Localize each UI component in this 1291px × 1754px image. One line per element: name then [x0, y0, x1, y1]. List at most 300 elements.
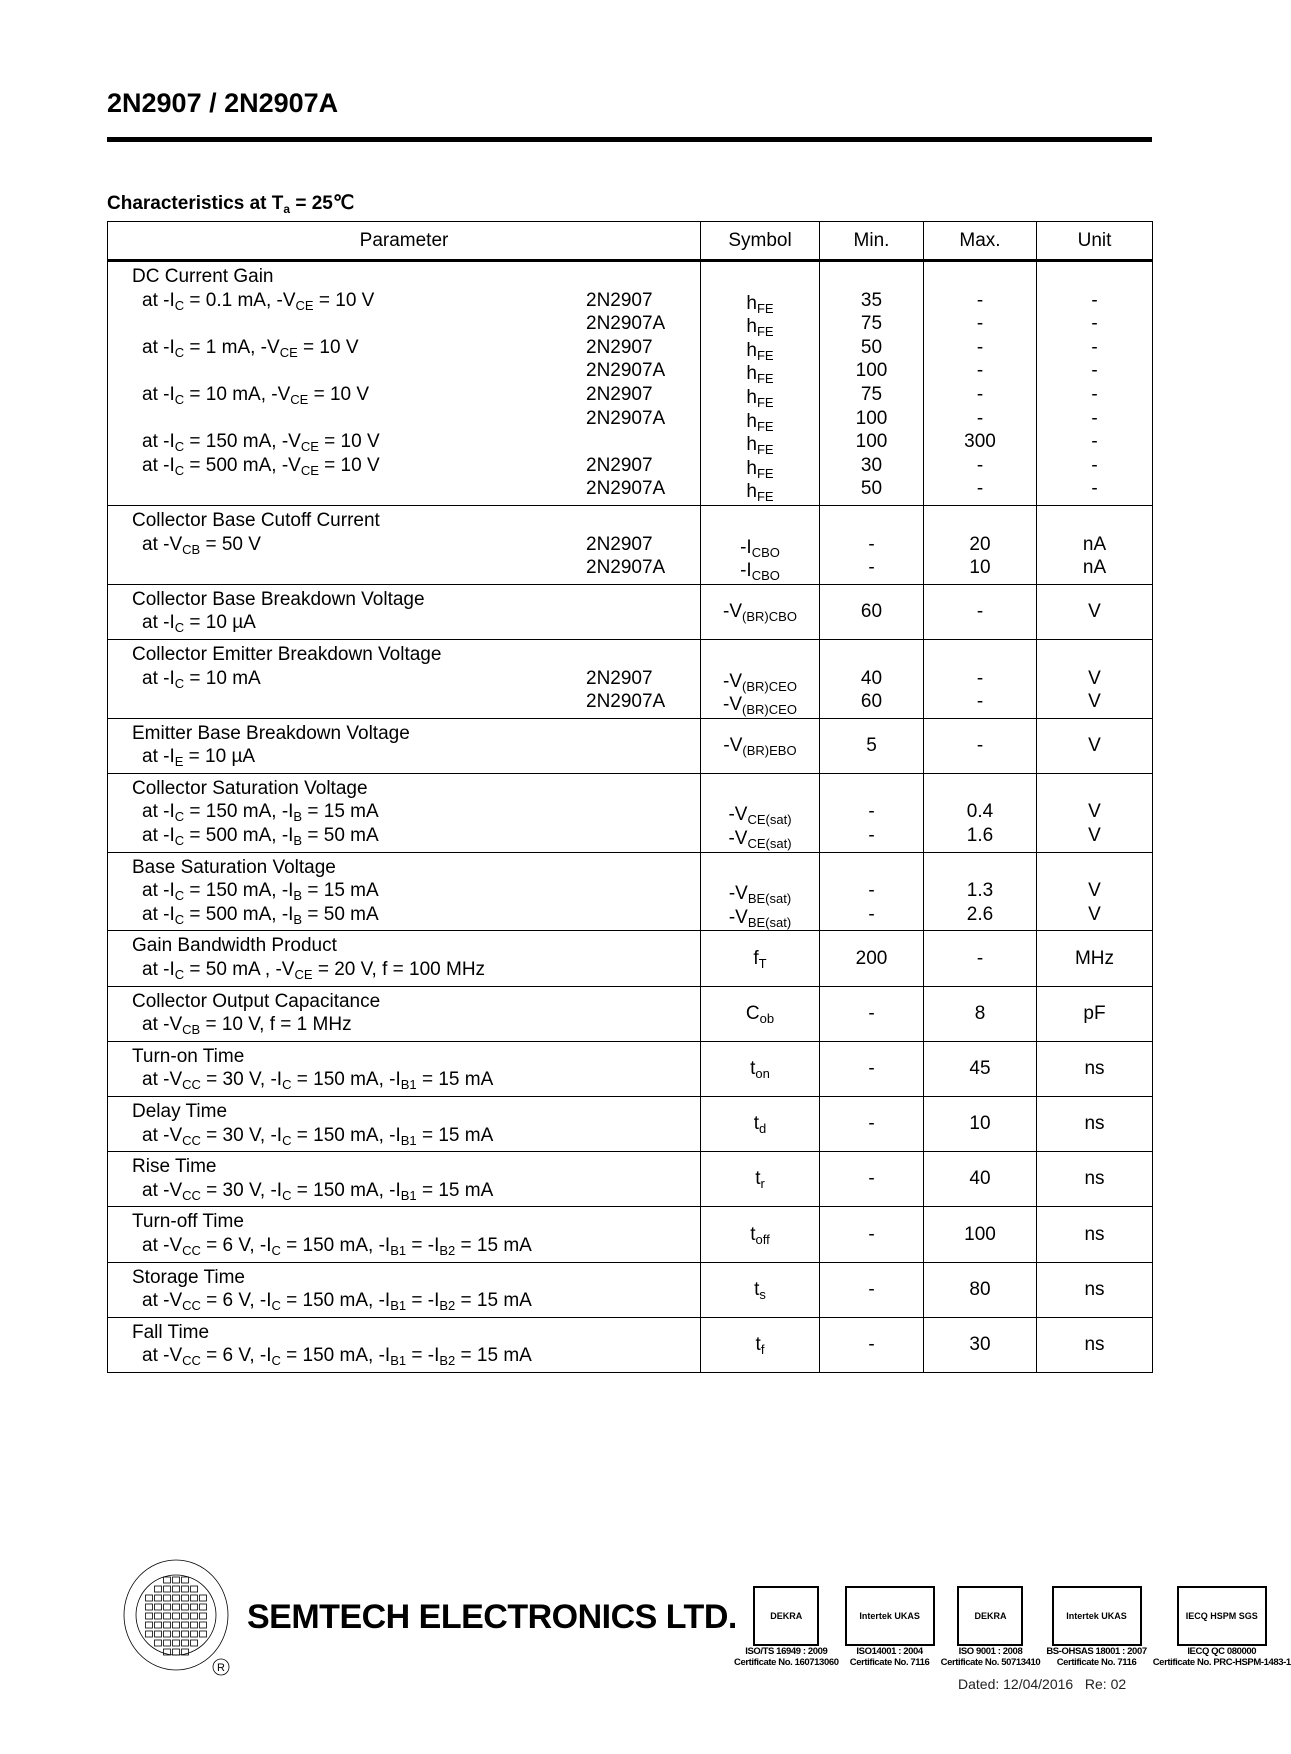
max-value: 100: [964, 1223, 996, 1245]
subscript: B1: [400, 1077, 417, 1093]
symbol-cell: [701, 931, 820, 986]
sym-value: [701, 339, 819, 363]
sym-value: [701, 1002, 819, 1026]
table-row: [108, 505, 1153, 584]
subscript: CE: [300, 462, 319, 478]
parameter-lines: [108, 1318, 700, 1372]
sym-value: [701, 268, 819, 292]
cert-logo: Intertek UKAS: [1052, 1586, 1142, 1646]
sym-value: [701, 536, 819, 560]
parameter-cell: [108, 1317, 701, 1372]
subscript: E: [174, 754, 184, 770]
min-cell: [820, 1097, 924, 1152]
subscript: C: [174, 809, 185, 825]
max-cell: [924, 1097, 1037, 1152]
unit-value: [1037, 265, 1152, 289]
min-lines: [820, 774, 923, 852]
unit-value: -: [1091, 360, 1098, 382]
min-cell: [820, 931, 924, 986]
unit-value: [1037, 777, 1152, 801]
parameter-condition: [108, 667, 700, 691]
symbol: $h_{FE}$: [746, 339, 774, 363]
sym-lines: [701, 262, 819, 505]
max-cell: [924, 1152, 1037, 1207]
min-value: -: [868, 1334, 875, 1356]
cert-number: Certificate No. 7116: [1056, 1657, 1137, 1668]
subscript: s: [759, 1286, 766, 1302]
min-value: -: [868, 825, 875, 847]
unit-value: ns: [1084, 1278, 1105, 1300]
min-value: -: [868, 1223, 875, 1245]
max-cell: [924, 1317, 1037, 1372]
max-value: 2.6: [966, 903, 994, 925]
parameter-cell: [108, 1262, 701, 1317]
symbol: $t_f$: [755, 1334, 765, 1358]
subscript: B2: [439, 1242, 456, 1258]
symbol-cell: [701, 639, 820, 718]
cert-badge: [1046, 1586, 1146, 1668]
symbol-cell: [701, 1041, 820, 1096]
unit-value: nA: [1082, 533, 1107, 555]
sym-value: [701, 386, 819, 410]
cert-number: Certificate No. PRC-HSPM-1483-1: [1152, 1657, 1291, 1668]
min-cell: [820, 639, 924, 718]
max-cell: [924, 584, 1037, 639]
parameter-condition: [108, 690, 700, 714]
subscript: C: [174, 344, 185, 360]
col-unit: Unit: [1037, 222, 1153, 261]
subscript: CC: [182, 1353, 201, 1369]
min-value: 35: [860, 289, 883, 311]
subscript: B1: [390, 1242, 407, 1258]
device-variant: 2N2907: [586, 336, 653, 358]
symbol: $-I_{CBO}$: [740, 560, 780, 584]
min-cell: [820, 1041, 924, 1096]
parameter-lines: [108, 585, 700, 639]
condition-text: at $-V_{CC} = 6$ V, $-I_C = 150$ mA, $-I_{B1} = -I_{B2} = 15$ mA: [142, 1290, 532, 1314]
table-header-row: [108, 222, 1153, 261]
symbol: $t_s$: [754, 1278, 766, 1302]
max-value: 1.6: [966, 825, 994, 847]
symbol: $h_{FE}$: [746, 434, 774, 458]
parameter-lines: [108, 931, 700, 985]
parameter-name: Delay Time: [132, 1101, 228, 1122]
condition-text: at $-V_{CC} = 30$ V, $-I_C = 150$ mA, $-I_{B1} = 15$ mA: [142, 1179, 494, 1203]
parameter-cell: [108, 584, 701, 639]
section-title-text: Characteristics at T: [107, 193, 284, 214]
device-variant: 2N2907A: [586, 478, 666, 500]
min-value: -: [868, 533, 875, 555]
parameter-condition: [108, 879, 700, 903]
max-value: 10: [969, 557, 991, 579]
max-lines: [924, 506, 1036, 584]
header-rule: [107, 137, 1152, 142]
device-variant: 2N2907A: [586, 691, 666, 713]
subscript: f: [760, 1342, 765, 1358]
characteristics-table: [107, 221, 1153, 1373]
subscript: C: [282, 1077, 292, 1093]
symbol: $h_{FE}$: [746, 410, 774, 434]
table-row: [108, 931, 1153, 986]
cert-standard: ISO 9001 : 2008: [958, 1646, 1023, 1657]
unit-cell: [1037, 718, 1153, 773]
max-value: -: [976, 336, 984, 358]
unit-cell: [1037, 505, 1153, 584]
sym-value: [701, 1223, 819, 1247]
subscript: B2: [439, 1298, 456, 1314]
subscript: C: [271, 1298, 281, 1314]
condition-text: at $-V_{CC} = 6$ V, $-I_C = 150$ mA, $-I_{B1} = -I_{B2} = 15$ mA: [142, 1345, 532, 1369]
parameter-cell: [108, 1041, 701, 1096]
sym-lines: [701, 853, 819, 931]
symbol-cell: [701, 1207, 820, 1262]
parameter-condition: [108, 533, 700, 557]
unit-value: ns: [1084, 1058, 1105, 1080]
unit-value: V: [1088, 691, 1101, 713]
subscript: CE(sat): [747, 812, 792, 828]
max-cell: [924, 852, 1037, 931]
parameter-condition: [108, 383, 700, 407]
parameter-condition: [108, 1179, 700, 1203]
parameter-lines: [108, 774, 700, 852]
condition-text: at $-V_{CC} = 30$ V, $-I_C = 150$ mA, $-I_{B1} = 15$ mA: [142, 1069, 494, 1093]
subscript: FE: [756, 489, 774, 505]
parameter-condition: [108, 611, 700, 635]
parameter-condition: [108, 359, 700, 383]
max-value: 30: [969, 1334, 991, 1356]
unit-cell: [1037, 1262, 1153, 1317]
subscript: CC: [182, 1077, 201, 1093]
min-value: -: [868, 903, 875, 925]
table-row: [108, 852, 1153, 931]
parameter-name: Fall Time: [132, 1321, 210, 1343]
symbol-cell: [701, 584, 820, 639]
parameter-name: Gain Bandwidth Product: [132, 935, 337, 957]
min-cell: [820, 261, 924, 506]
min-value: -: [868, 557, 875, 579]
unit-value: pF: [1083, 1002, 1106, 1024]
max-cell: [924, 986, 1037, 1041]
min-cell: [820, 852, 924, 931]
min-value: 60: [860, 601, 883, 623]
subscript: B: [293, 809, 303, 825]
symbol-cell: [701, 852, 820, 931]
min-value: -: [868, 801, 875, 823]
unit-value: -: [1091, 478, 1098, 500]
cert-standard: IECQ QC 080000: [1187, 1646, 1257, 1657]
sym-value: [701, 1278, 819, 1302]
symbol: $-V_{CE(sat)}$: [728, 828, 792, 852]
subscript: r: [760, 1176, 765, 1192]
device-variant: 2N2907A: [586, 360, 666, 382]
min-value: [820, 265, 923, 289]
cert-number: Certificate No. 50713410: [940, 1657, 1041, 1668]
parameter-condition: [108, 556, 700, 580]
unit-value: [1037, 643, 1152, 667]
parameter-lines: [108, 640, 700, 718]
table-row: [108, 1262, 1153, 1317]
subscript: B: [293, 833, 303, 849]
unit-value: -: [1091, 289, 1098, 311]
parameter-name: Rise Time: [132, 1156, 217, 1178]
col-parameter: Parameter: [108, 222, 701, 261]
parameter-condition: [108, 336, 700, 360]
min-cell: [820, 1317, 924, 1372]
subscript: FE: [756, 442, 774, 458]
device-variant: 2N2907A: [586, 313, 666, 335]
symbol-cell: [701, 1097, 820, 1152]
subscript: BE(sat): [747, 914, 792, 930]
sym-value: [701, 734, 819, 758]
device-variant: 2N2907: [586, 383, 653, 405]
subscript: B1: [390, 1298, 407, 1314]
max-value: -: [976, 289, 984, 311]
min-value: [820, 777, 923, 801]
max-lines: [924, 774, 1036, 852]
col-max: Max.: [924, 222, 1037, 261]
symbol: $t_r$: [755, 1168, 765, 1192]
max-value: 20: [969, 533, 991, 555]
table-row: [108, 1152, 1153, 1207]
parameter-name: Turn-on Time: [132, 1045, 245, 1067]
parameter-cell: [108, 986, 701, 1041]
subscript: C: [282, 1132, 292, 1148]
table-row: [108, 1207, 1153, 1262]
section-title: [107, 192, 354, 216]
unit-lines: [1037, 640, 1152, 718]
subscript: on: [755, 1066, 770, 1082]
max-value: 300: [964, 431, 996, 453]
subscript: C: [174, 439, 185, 455]
parameter-condition: [108, 312, 700, 336]
parameter-cell: [108, 931, 701, 986]
max-value: [924, 509, 1036, 533]
symbol-cell: [701, 505, 820, 584]
subscript: CBO: [751, 568, 780, 584]
unit-value: [1037, 856, 1152, 880]
unit-value: [1037, 509, 1152, 533]
parameter-lines: [108, 1263, 700, 1317]
sym-value: [701, 947, 819, 971]
unit-value: -: [1091, 383, 1098, 405]
max-cell: [924, 931, 1037, 986]
max-value: [924, 643, 1036, 667]
sym-value: [701, 827, 819, 851]
sym-value: [701, 559, 819, 583]
unit-value: ns: [1084, 1334, 1105, 1356]
condition-text: at $-V_{CB} = 10$ V, f = 1 MHz: [142, 1014, 352, 1038]
table-row: [108, 1317, 1153, 1372]
parameter-name: Storage Time: [132, 1266, 245, 1288]
min-value: 100: [855, 407, 888, 429]
parameter-condition: [108, 477, 700, 501]
max-value: -: [976, 734, 984, 756]
unit-value: V: [1088, 880, 1101, 902]
symbol: $h_{FE}$: [746, 363, 774, 387]
cert-badge: [941, 1586, 1041, 1668]
unit-value: -: [1091, 431, 1098, 453]
sym-value: [701, 882, 819, 906]
subscript: B: [293, 911, 303, 927]
parameter-name: Collector Base Cutoff Current: [132, 509, 380, 531]
min-cell: [820, 773, 924, 852]
table-row: [108, 986, 1153, 1041]
sym-value: [701, 315, 819, 339]
unit-value: V: [1088, 667, 1101, 689]
cert-badge: [734, 1586, 839, 1668]
unit-cell: [1037, 1317, 1153, 1372]
parameter-cell: [108, 852, 701, 931]
sym-value: [701, 859, 819, 883]
subscript: BE(sat): [747, 891, 792, 907]
subscript: FE: [756, 324, 774, 340]
condition-text: at $-I_C = 1$ mA, $-V_{CE} = 10$ V: [142, 336, 359, 360]
sym-value: [701, 457, 819, 481]
symbol: $h_{FE}$: [746, 292, 774, 316]
symbol: $-V_{(BR)CEO}$: [723, 694, 797, 718]
min-value: 60: [860, 691, 883, 713]
sym-value: [701, 512, 819, 536]
parameter-condition: [108, 454, 700, 478]
subscript: FE: [756, 418, 774, 434]
symbol: $-V_{(BR)EBO}$: [723, 734, 797, 758]
parameter-condition: [108, 903, 700, 927]
parameter-condition: [108, 407, 700, 431]
max-cell: [924, 773, 1037, 852]
symbol: $-V_{(BR)CEO}$: [723, 670, 797, 694]
min-cell: [820, 986, 924, 1041]
unit-value: ns: [1084, 1113, 1105, 1135]
subscript: (BR)CEO: [742, 702, 797, 718]
sym-value: [701, 1112, 819, 1136]
subscript: (BR)CBO: [742, 609, 797, 625]
parameter-name: Collector Base Breakdown Voltage: [132, 588, 425, 610]
symbol: $-V_{BE(sat)}$: [728, 906, 792, 930]
max-cell: [924, 1207, 1037, 1262]
min-value: -: [868, 1168, 875, 1190]
unit-value: MHz: [1074, 947, 1115, 969]
symbol-cell: [701, 718, 820, 773]
cert-logo: DEKRA: [957, 1586, 1023, 1646]
condition-text: at $-I_C = 0.1$ mA, $-V_{CE} = 10$ V: [142, 289, 375, 313]
max-value: 8: [974, 1002, 986, 1024]
subscript: C: [174, 297, 185, 313]
dated-text: Dated: 12/04/2016: [958, 1676, 1074, 1692]
parameter-lines: [108, 853, 700, 931]
sym-value: [701, 480, 819, 504]
min-value: 40: [860, 667, 883, 689]
unit-value: V: [1088, 734, 1101, 756]
subscript: FE: [756, 394, 774, 410]
parameter-condition: [108, 1344, 700, 1368]
cert-standard: ISO/TS 16949 : 2009: [745, 1646, 828, 1657]
max-value: [924, 856, 1036, 880]
min-value: 50: [860, 478, 883, 500]
min-value: -: [868, 1278, 875, 1300]
device-variant: 2N2907A: [586, 407, 666, 429]
parameter-cell: [108, 1152, 701, 1207]
min-value: [820, 643, 923, 667]
subscript: B2: [439, 1353, 456, 1369]
max-value: 45: [969, 1058, 991, 1080]
date-revision: [958, 1676, 1126, 1692]
sym-value: [701, 780, 819, 804]
subscript: C: [174, 620, 185, 636]
unit-lines: [1037, 506, 1152, 584]
symbol-cell: [701, 261, 820, 506]
condition-text: at $-I_C = 150$ mA, $-I_B = 15$ mA: [142, 880, 379, 904]
subscript: B1: [400, 1132, 417, 1148]
min-value: -: [868, 1002, 875, 1024]
max-value: -: [976, 667, 984, 689]
subscript: CB: [182, 1022, 201, 1038]
cert-standard: BS-OHSAS 18001 : 2007: [1046, 1646, 1147, 1657]
max-value: -: [976, 947, 984, 969]
max-value: -: [976, 360, 984, 382]
sym-value: [701, 433, 819, 457]
symbol: $C_{ob}$: [745, 1002, 775, 1026]
subscript: CE: [290, 391, 309, 407]
condition-text: at $-I_C = 10$ mA: [142, 667, 261, 691]
subscript: CB: [182, 541, 201, 557]
parameter-name: Turn-off Time: [132, 1211, 244, 1233]
table-row: [108, 773, 1153, 852]
min-cell: [820, 1207, 924, 1262]
cert-logo: DEKRA: [753, 1586, 819, 1646]
subscript: CC: [182, 1298, 201, 1314]
parameter-lines: [108, 1042, 700, 1096]
unit-value: -: [1091, 336, 1098, 358]
cert-badge: [1153, 1586, 1291, 1668]
max-cell: [924, 1041, 1037, 1096]
unit-value: V: [1088, 801, 1101, 823]
parameter-lines: [108, 987, 700, 1041]
condition-text: at $-I_C = 150$ mA, $-I_B = 15$ mA: [142, 801, 379, 825]
table-row: [108, 261, 1153, 506]
subscript: FE: [756, 300, 774, 316]
parameter-condition: [108, 430, 700, 454]
unit-lines: [1037, 853, 1152, 931]
max-value: 1.3: [966, 880, 994, 902]
max-value: -: [976, 383, 984, 405]
parameter-condition: [108, 1234, 700, 1258]
min-cell: [820, 584, 924, 639]
document-title: 2N2907 / 2N2907A: [107, 88, 339, 118]
min-value: [820, 509, 923, 533]
condition-text: at $-I_C = 150$ mA, $-V_{CE} = 10$ V: [142, 431, 380, 455]
unit-value: V: [1088, 825, 1101, 847]
symbol-cell: [701, 986, 820, 1041]
max-value: -: [976, 601, 984, 623]
sym-value: [701, 906, 819, 930]
min-value: 75: [860, 313, 883, 335]
max-cell: [924, 718, 1037, 773]
device-variant: 2N2907: [586, 289, 653, 311]
sym-value: [701, 1333, 819, 1357]
subscript: (BR)EBO: [742, 742, 797, 758]
condition-text: at $-I_C = 50$ mA , $-V_{CE} = 20$ V, f = 100 MHz: [142, 959, 486, 983]
subscript: C: [174, 888, 185, 904]
parameter-cell: [108, 718, 701, 773]
max-value: -: [976, 454, 984, 476]
condition-text: at $-V_{CB} = 50$ V: [142, 533, 261, 557]
subscript: B1: [400, 1187, 417, 1203]
subscript: C: [174, 833, 185, 849]
unit-value: nA: [1082, 557, 1107, 579]
symbol: $-V_{CE(sat)}$: [728, 804, 792, 828]
parameter-condition: [108, 289, 700, 313]
parameter-condition: [108, 1289, 700, 1313]
